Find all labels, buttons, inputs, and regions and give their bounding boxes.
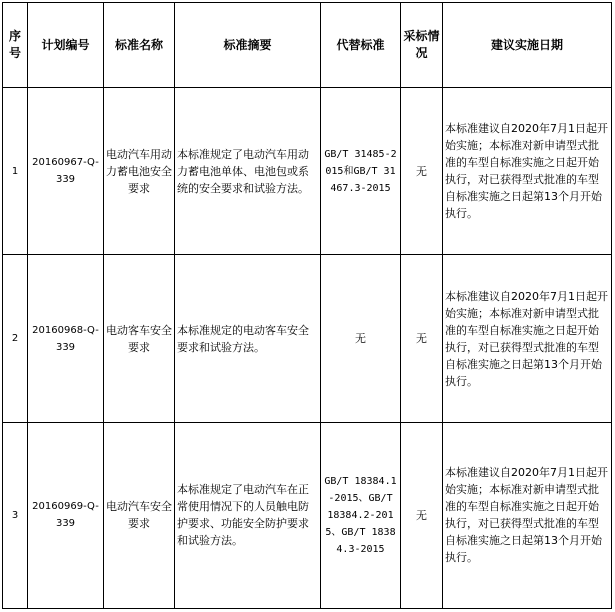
cell-date: 本标准建议自2020年7月1日起开始实施；本标准对新申请型式批准的车型自标准实施之日起开始执行，对已获得型式批准的车型自标准实施之日起第13个月开始执行。 xyxy=(443,88,612,255)
header-plan-no: 计划编号 xyxy=(28,3,104,88)
cell-summary: 本标准规定的电动客车安全要求和试验方法。 xyxy=(175,255,321,422)
cell-summary: 本标准规定了电动汽车用动力蓄电池单体、电池包或系统的安全要求和试验方法。 xyxy=(175,88,321,255)
cell-name: 电动汽车用动力蓄电池安全要求 xyxy=(104,88,175,255)
header-replaces: 代替标准 xyxy=(321,3,401,88)
cell-date: 本标准建议自2020年7月1日起开始实施；本标准对新申请型式批准的车型自标准实施之日起开始执行，对已获得型式批准的车型自标准实施之日起第13个月开始执行。 xyxy=(443,422,612,608)
cell-replaces: GB/T 18384.1-2015、GB/T 18384.2-2015、GB/T 18384.3-2015 xyxy=(321,422,401,608)
cell-name: 电动汽车安全要求 xyxy=(104,422,175,608)
standards-table xyxy=(2,2,612,609)
cell-summary: 本标准规定了电动汽车在正常使用情况下的人员触电防护要求、功能安全防护要求和试验方法。 xyxy=(175,422,321,608)
table-row xyxy=(3,422,612,608)
table-row xyxy=(3,255,612,422)
cell-date: 本标准建议自2020年7月1日起开始实施；本标准对新申请型式批准的车型自标准实施之日起开始执行，对已获得型式批准的车型自标准实施之日起第13个月开始执行。 xyxy=(443,255,612,422)
cell-seq: 3 xyxy=(3,422,28,608)
cell-adoption: 无 xyxy=(401,422,443,608)
header-date: 建议实施日期 xyxy=(443,3,612,88)
cell-adoption: 无 xyxy=(401,255,443,422)
header-seq: 序号 xyxy=(3,3,28,88)
header-adoption: 采标情况 xyxy=(401,3,443,88)
cell-name: 电动客车安全要求 xyxy=(104,255,175,422)
table-row xyxy=(3,88,612,255)
cell-adoption: 无 xyxy=(401,88,443,255)
cell-seq: 2 xyxy=(3,255,28,422)
header-summary: 标准摘要 xyxy=(175,3,321,88)
cell-plan-no: 20160968-Q-339 xyxy=(28,255,104,422)
header-row xyxy=(3,3,612,88)
cell-replaces: GB/T 31485-2015和GB/T 31467.3-2015 xyxy=(321,88,401,255)
cell-plan-no: 20160969-Q-339 xyxy=(28,422,104,608)
header-name: 标准名称 xyxy=(104,3,175,88)
cell-replaces: 无 xyxy=(321,255,401,422)
cell-plan-no: 20160967-Q-339 xyxy=(28,88,104,255)
cell-seq: 1 xyxy=(3,88,28,255)
